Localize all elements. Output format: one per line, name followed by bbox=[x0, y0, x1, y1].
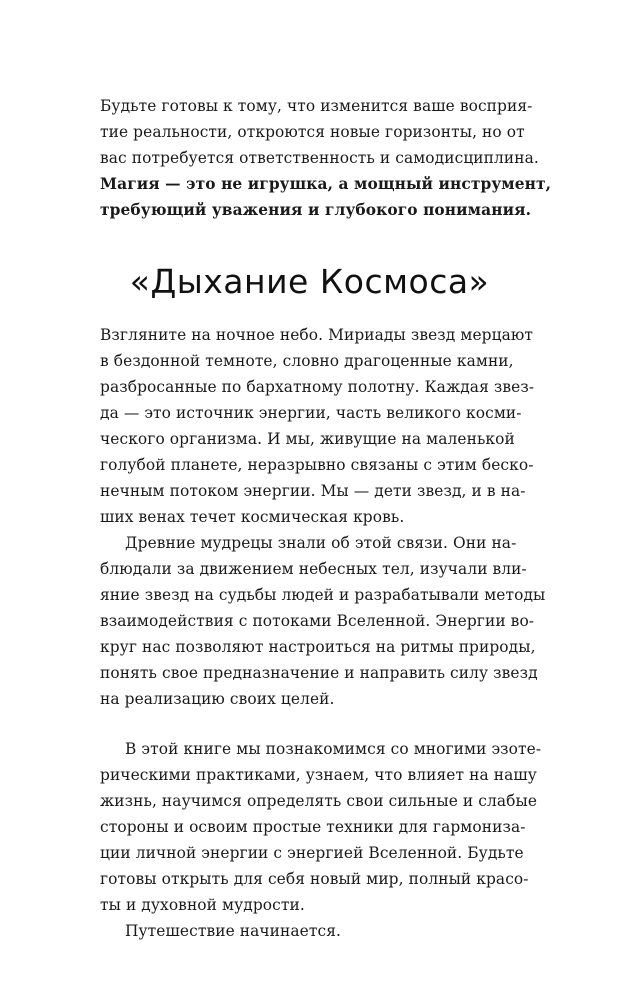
paragraph-3-line: стороны и освоим простые техники для гармониза- bbox=[100, 818, 526, 836]
paragraph-3-line: жизнь, научимся определять свои сильные и слабые bbox=[100, 792, 538, 810]
closing-line: Путешествие начинается. bbox=[125, 922, 342, 940]
paragraph-1-line: Взгляните на ночное небо. Мириады звезд мерцают bbox=[100, 326, 533, 344]
paragraph-3-line: ты и духовной мудрости. bbox=[100, 896, 305, 914]
paragraph-1-line: ших венах течет космическая кровь. bbox=[100, 508, 405, 526]
intro-bold-line-2: требующий уважения и глубокого понимания. bbox=[100, 201, 532, 219]
paragraph-3-line: готовы открыть для себя новый мир, полный красо- bbox=[100, 870, 529, 888]
paragraph-2-line: круг нас позволяют настроиться на ритмы природы, bbox=[100, 638, 536, 656]
paragraph-3-line: ции личной энергии с энергией Вселенной. Будьте bbox=[100, 844, 524, 862]
intro-line-2: тие реальности, откроются новые горизонты, но от bbox=[100, 123, 525, 141]
paragraph-2-line: понять свое предназначение и направить силу звезд bbox=[100, 664, 538, 682]
paragraph-1-line: голубой планете, неразрывно связаны с этим беско- bbox=[100, 456, 534, 474]
paragraph-2-line: взаимодействия с потоками Вселенной. Энергии во- bbox=[100, 612, 535, 630]
paragraph-2-line: на реализацию своих целей. bbox=[100, 690, 335, 708]
intro-line-3: вас потребуется ответственность и самодисциплина. bbox=[100, 149, 539, 167]
section-title: «Дыхание Космоса» bbox=[129, 262, 490, 301]
paragraph-1-line: разбросанные по бархатному полотну. Каждая звез- bbox=[100, 378, 535, 396]
intro-line-1: Будьте готовы к тому, что изменится ваше восприя- bbox=[100, 97, 533, 115]
paragraph-3-line: рическими практиками, узнаем, что влияет на нашу bbox=[100, 766, 537, 784]
paragraph-1-line: в бездонной темноте, словно драгоценные камни, bbox=[100, 352, 514, 370]
paragraph-1-line: да — это источник энергии, часть великого косми- bbox=[100, 404, 522, 422]
paragraph-2-line: блюдали за движением небесных тел, изучали вли- bbox=[100, 560, 527, 578]
paragraph-1-line: нечным потоком энергии. Мы — дети звезд, и в на- bbox=[100, 482, 526, 500]
paragraph-2-line: яние звезд на судьбы людей и разрабатывали методы bbox=[100, 586, 546, 604]
paragraph-3-line: В этой книге мы познакомимся со многими эзоте- bbox=[125, 740, 542, 758]
intro-bold-line-1: Магия — это не игрушка, а мощный инструмент, bbox=[100, 175, 552, 193]
paragraph-2-line: Древние мудрецы знали об этой связи. Они на- bbox=[125, 534, 517, 552]
paragraph-1-line: ческого организма. И мы, живущие на маленькой bbox=[100, 430, 515, 448]
